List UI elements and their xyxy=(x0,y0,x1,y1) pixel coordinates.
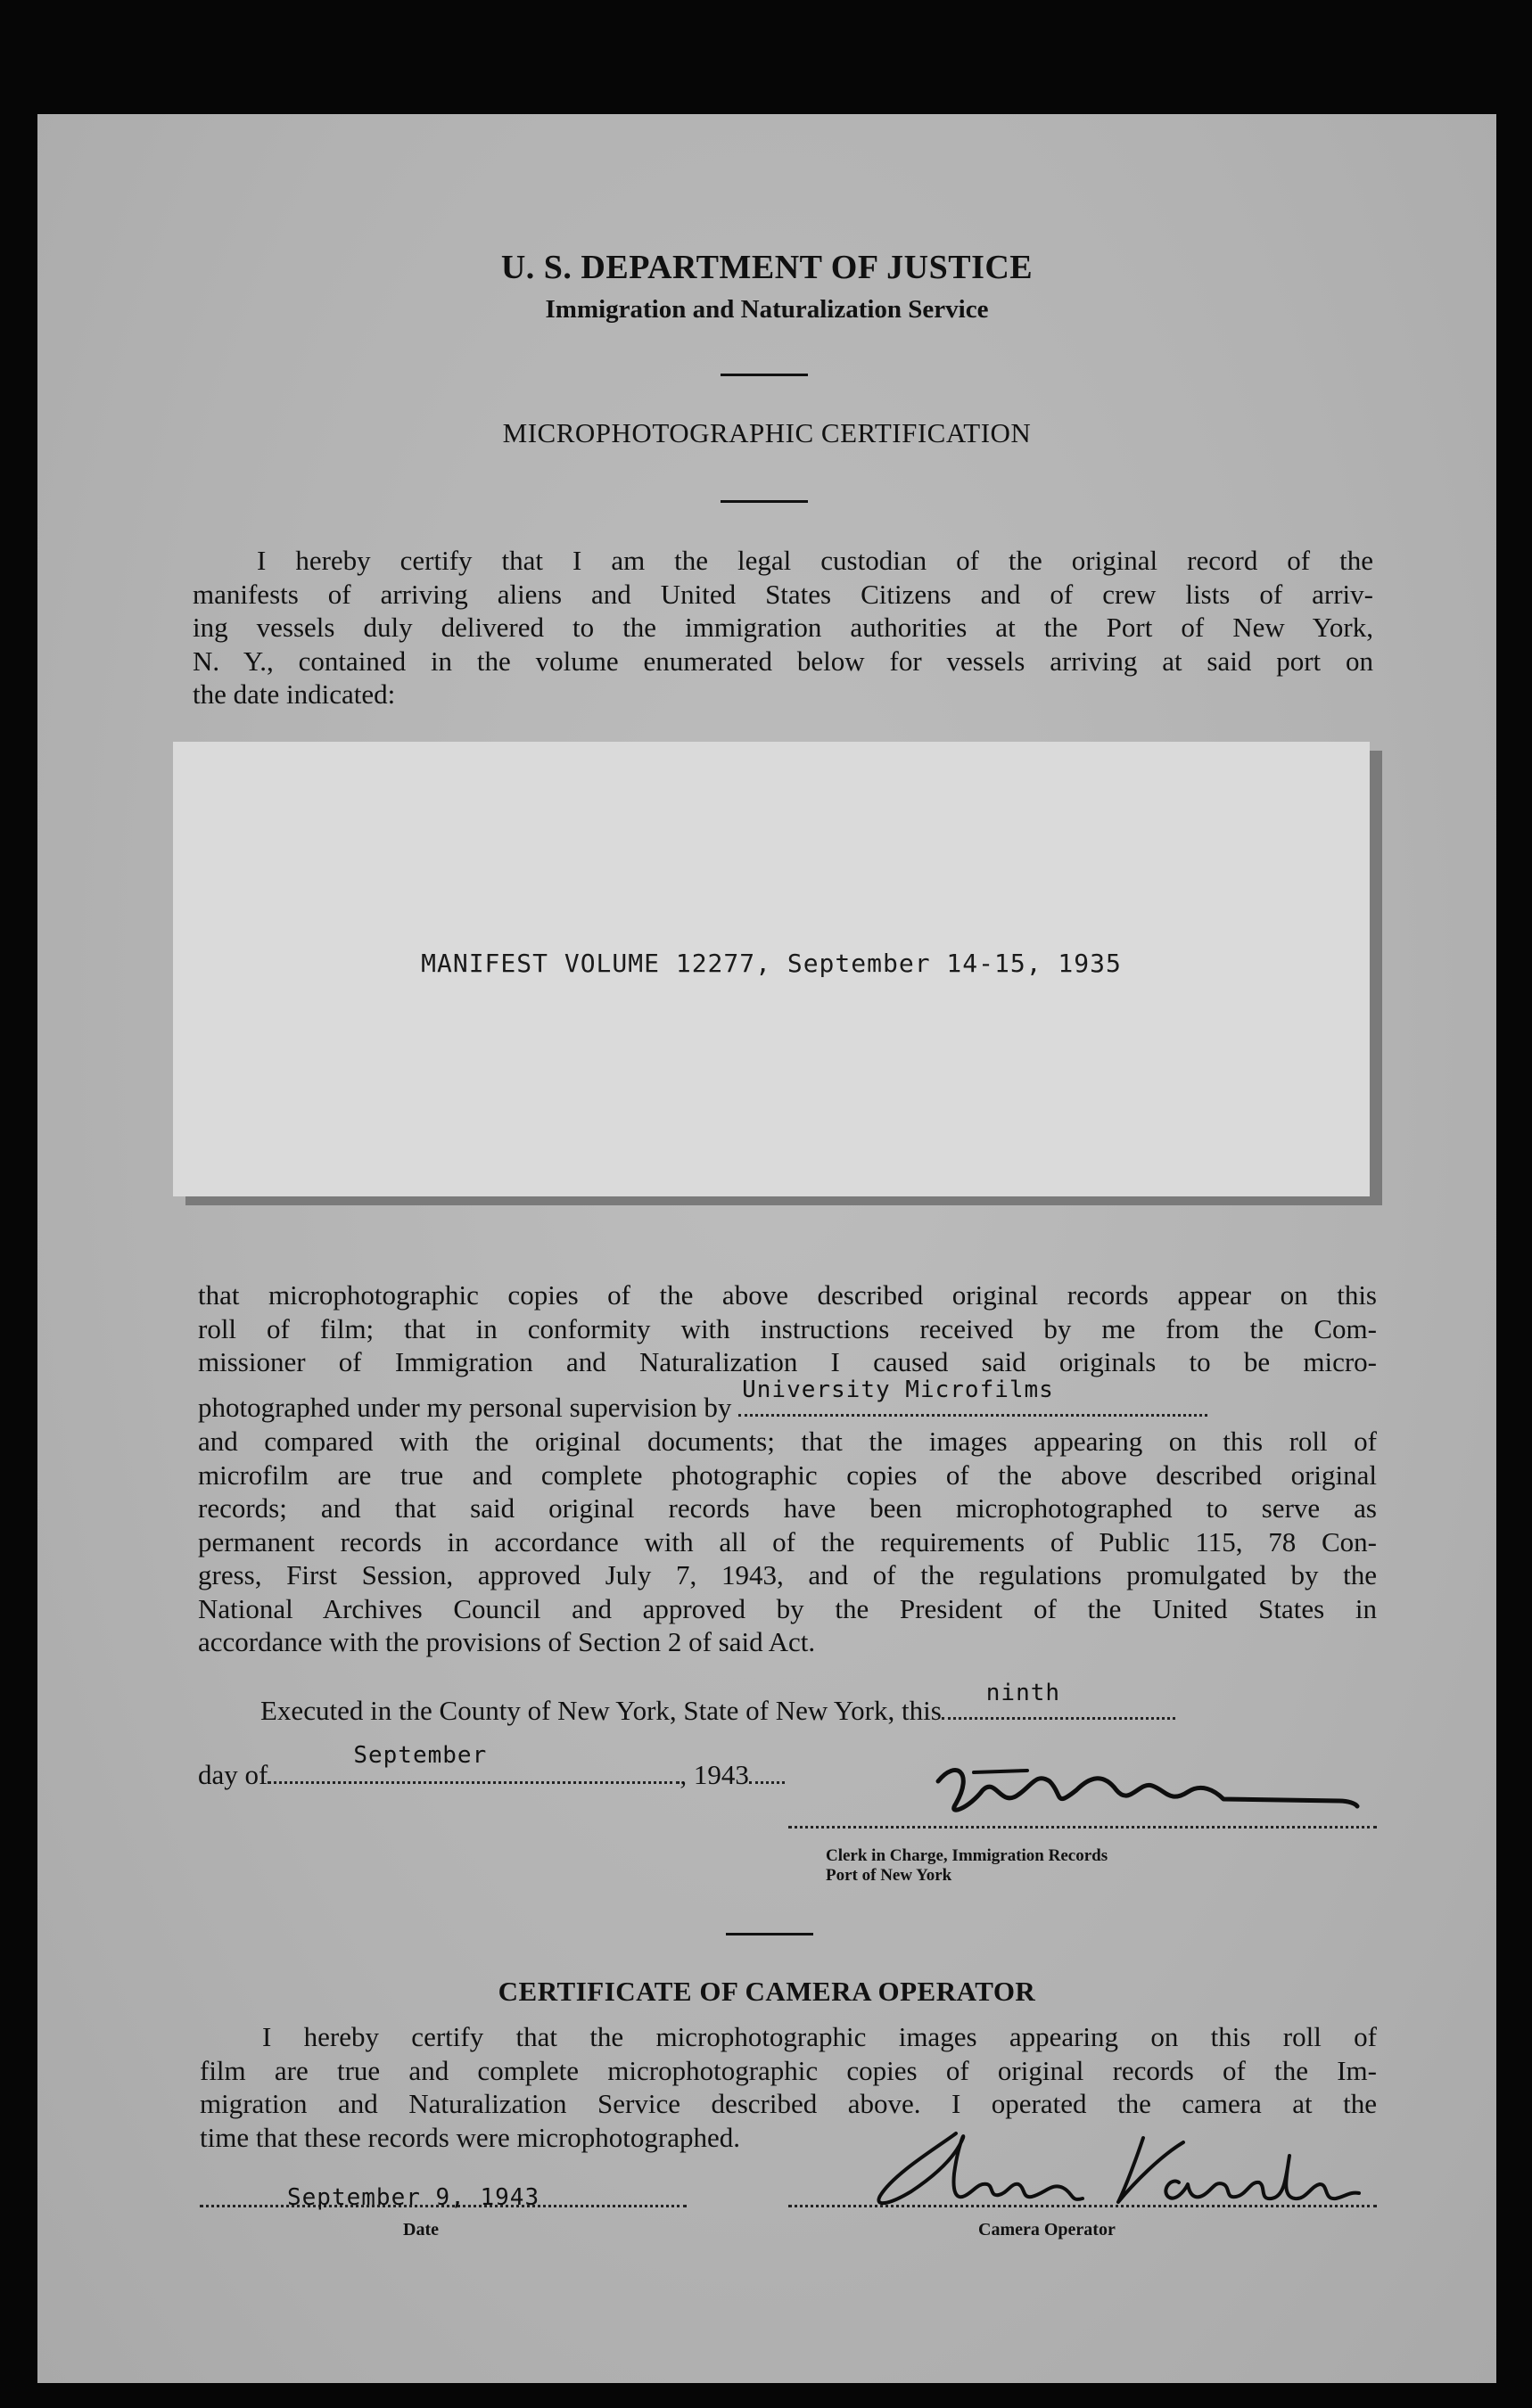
camera-operator-signature xyxy=(840,2120,1375,2218)
supervision-prefix: photographed under my personal supervision by xyxy=(198,1392,732,1423)
intro-line: I hereby certify that I am the legal custodian of the original record of the xyxy=(257,545,1373,576)
divider-top xyxy=(721,374,808,376)
body-line: roll of film; that in conformity with instructions received by me from the Com- xyxy=(198,1312,1377,1344)
volume-card xyxy=(173,742,1370,1196)
executed-line xyxy=(260,1680,1377,1727)
clerk-title xyxy=(826,1846,1108,1886)
body-line: microfilm are true and complete photographic copies of the above described original xyxy=(198,1459,1377,1491)
executed-month-field xyxy=(268,1742,680,1784)
body-line: permanent records in accordance with all of the requirements of Public 115, 78 Con- xyxy=(198,1525,1377,1557)
clerk-title-line: Port of New York xyxy=(826,1866,952,1885)
operator-line: time that these records were microphotographed. xyxy=(200,2121,740,2153)
camera-operator-label: Camera Operator xyxy=(978,2220,1116,2240)
day-of-line xyxy=(198,1742,785,1791)
executed-day-value: ninth xyxy=(985,1680,1061,1706)
certification-body-a xyxy=(198,1278,1377,1379)
camera-operator-signature-line xyxy=(788,2205,1377,2207)
operator-line: migration and Naturalization Service described above. I operated the camera at the xyxy=(200,2088,1377,2119)
clerk-signature-line xyxy=(788,1826,1377,1829)
date-value: September 9, 1943 xyxy=(287,2184,540,2211)
executed-prefix: Executed in the County of New York, State of New York, this xyxy=(260,1695,942,1726)
body-line: that microphotographic copies of the above described original records appear on this xyxy=(198,1279,1377,1311)
date-label: Date xyxy=(403,2220,439,2240)
divider-operator xyxy=(726,1933,813,1935)
intro-line: the date indicated: xyxy=(193,678,396,710)
clerk-signature xyxy=(920,1755,1384,1835)
intro-line: N. Y., contained in the volume enumerated below for vessels arriving at said port on xyxy=(193,645,1373,677)
certification-intro xyxy=(193,544,1373,711)
supervisor-field xyxy=(738,1377,1207,1417)
supervision-line xyxy=(198,1377,1377,1424)
year-value: , 1943 xyxy=(680,1759,749,1790)
certificate-sheet xyxy=(37,114,1496,2383)
divider-title xyxy=(721,500,808,503)
manifest-volume: MANIFEST VOLUME 12277, September 14-15, 1935 xyxy=(421,949,1122,978)
intro-line: ing vessels duly delivered to the immigration authorities at the Port of New York, xyxy=(193,612,1373,643)
intro-line: manifests of arriving aliens and United States Citizens and of crew lists of arriv- xyxy=(193,578,1373,610)
department-heading: U. S. DEPARTMENT OF JUSTICE xyxy=(500,249,1034,286)
day-of-prefix: day of xyxy=(198,1759,268,1790)
certification-title: MICROPHOTOGRAPHIC CERTIFICATION xyxy=(502,417,1032,448)
certification-body-b xyxy=(198,1425,1377,1659)
supervisor-value: University Microfilms xyxy=(742,1377,1054,1403)
body-line: missioner of Immigration and Naturalization I caused said originals to be micro- xyxy=(198,1346,1377,1377)
body-line: accordance with the provisions of Section 2 of said Act. xyxy=(198,1626,816,1657)
clerk-title-line: Clerk in Charge, Immigration Records xyxy=(826,1846,1108,1865)
camera-operator-title: CERTIFICATE OF CAMERA OPERATOR xyxy=(498,1976,1036,2007)
body-line: and compared with the original documents; that the images appearing on this roll of xyxy=(198,1426,1377,1457)
body-line: gress, First Session, approved July 7, 1943, and of the regulations promulgated by the xyxy=(198,1559,1377,1590)
body-line: National Archives Council and approved by the President of the United States in xyxy=(198,1592,1377,1624)
body-line: records; and that said original records have been microphotographed to serve as xyxy=(198,1492,1377,1524)
operator-line: film are true and complete microphotographic copies of original records of the Im- xyxy=(200,2054,1377,2086)
executed-month-value: September xyxy=(353,1742,488,1769)
service-subheading: Immigration and Naturalization Service xyxy=(545,295,989,324)
year-trailing-dots xyxy=(749,1756,785,1784)
operator-line: I hereby certify that the microphotographic images appearing on this roll of xyxy=(262,2021,1377,2052)
executed-day-field xyxy=(942,1680,1175,1720)
